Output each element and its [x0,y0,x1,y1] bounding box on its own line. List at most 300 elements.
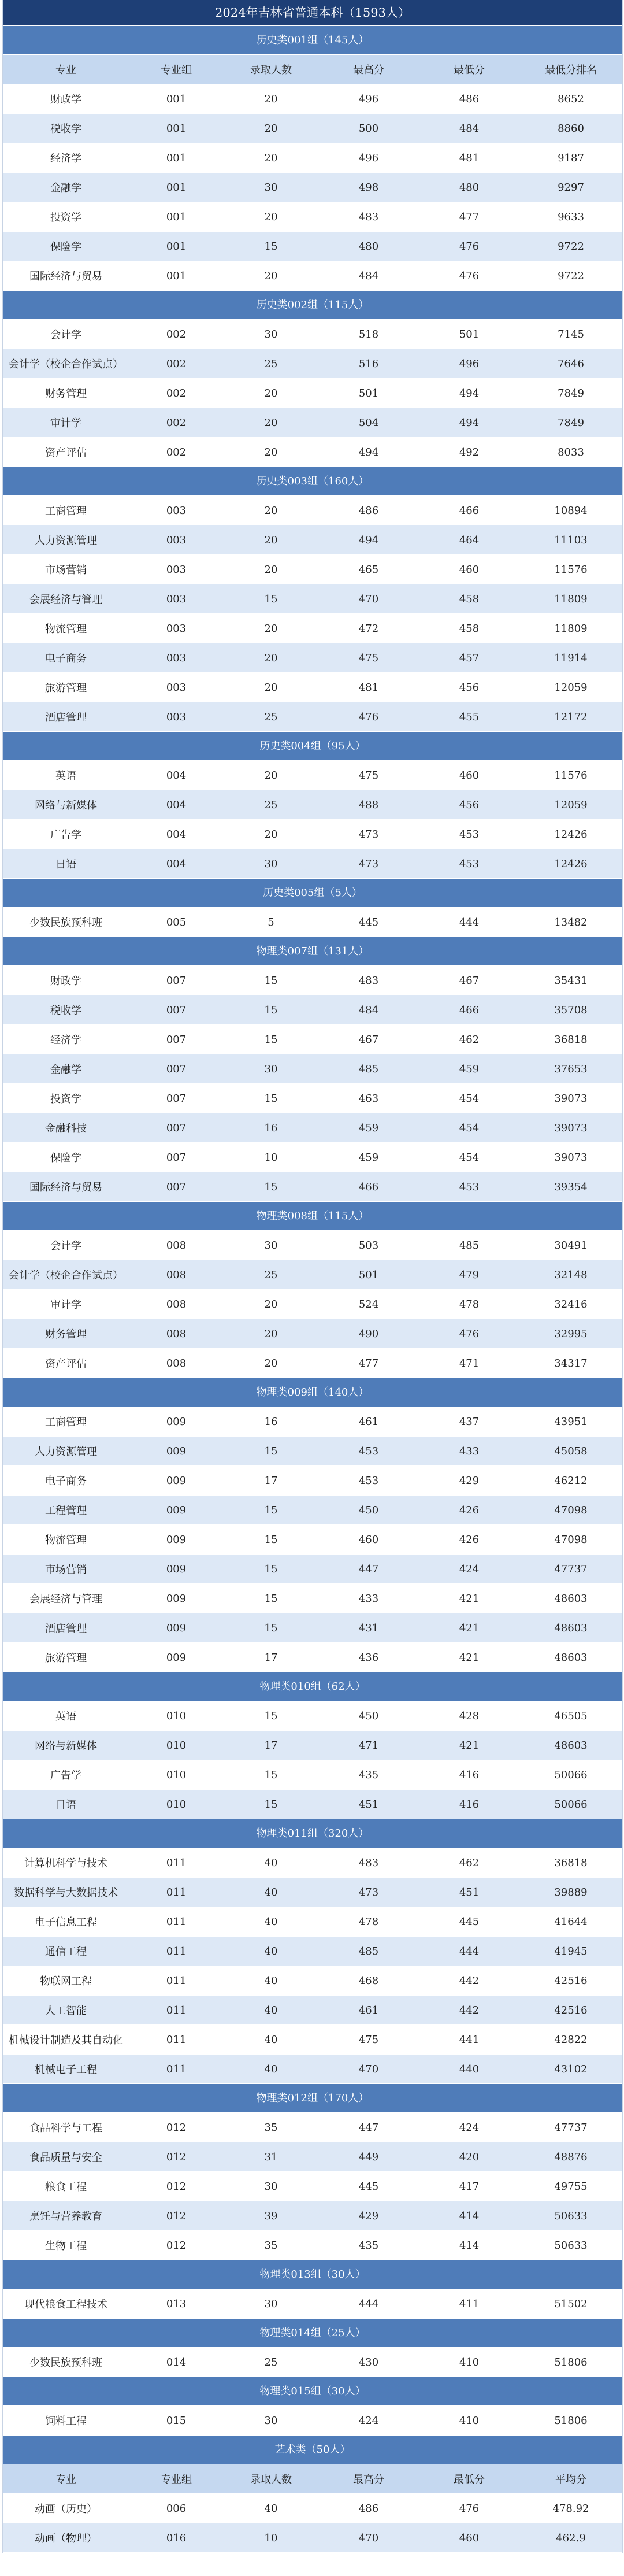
major-cell: 人力资源管理 [35,535,97,547]
group-code-cell: 004 [166,769,187,782]
admitted-count-cell: 30 [264,181,278,194]
min-score-cell: 421 [459,1622,480,1634]
rank-cell: 462.9 [556,2531,586,2544]
rank-cell: 11914 [554,652,588,664]
admitted-count-cell: 17 [264,1474,278,1487]
min-score-cell: 414 [459,2239,480,2252]
min-score-cell: 421 [459,1592,480,1605]
group-section [3,291,622,467]
rank-cell: 8860 [558,122,584,135]
group-code-cell: 001 [166,181,187,194]
rank-cell: 50066 [554,1768,588,1781]
admitted-count-cell: 30 [264,857,278,870]
major-cell: 人工智能 [45,2005,87,2017]
min-score-cell: 458 [459,622,480,635]
table-row [3,1084,622,1113]
group-code-cell: 008 [166,1327,187,1340]
major-cell: 审计学 [50,1299,81,1311]
rank-cell: 39073 [554,1151,588,1164]
rank-cell: 48603 [554,1739,588,1752]
admitted-count-cell: 35 [264,2239,278,2252]
max-score-cell: 424 [358,2414,379,2427]
group-code-cell: 009 [166,1504,187,1516]
group-code-cell: 007 [166,1063,187,1075]
admitted-count-cell: 30 [264,2180,278,2193]
rank-cell: 12172 [554,710,588,723]
group-code-cell: 011 [166,2004,187,2016]
major-cell: 会计学 [50,1240,81,1252]
admitted-count-cell: 16 [264,1122,278,1134]
major-cell: 金融学 [50,1064,81,1076]
table-row [3,1878,622,1907]
max-score-cell: 435 [358,2239,379,2252]
rank-cell: 9722 [558,240,584,253]
group-section [3,1202,622,1378]
group-code-cell: 012 [166,2239,187,2252]
major-cell: 电子商务 [45,1475,87,1487]
admitted-count-cell: 40 [264,2033,278,2046]
group-code-cell: 009 [166,1622,187,1634]
group-code-cell: 003 [166,504,187,517]
group-code-cell: 012 [166,2121,187,2134]
major-cell: 通信工程 [45,1946,87,1958]
max-score-cell: 483 [358,1856,379,1869]
column-header-max-score: 最高分 [353,64,384,76]
major-cell: 少数民族预科班 [29,2357,102,2369]
major-cell: 人力资源管理 [35,1446,97,1458]
table-row [3,232,622,261]
major-cell: 数据科学与大数据技术 [14,1887,118,1899]
max-score-cell: 478 [358,1915,379,1928]
rank-cell: 35708 [554,1004,588,1016]
min-score-cell: 460 [459,2531,480,2544]
rank-cell: 7849 [558,416,584,429]
rank-cell: 12426 [554,857,588,870]
group-code-cell: 011 [166,1974,187,1987]
min-score-cell: 478 [459,1298,480,1311]
major-cell: 审计学 [50,417,81,430]
admitted-count-cell: 30 [264,328,278,340]
rank-cell: 39073 [554,1092,588,1105]
group-title: 物理类009组（140人） [3,1378,622,1407]
table-row [3,202,622,232]
table-row [3,761,622,790]
min-score-cell: 417 [459,2180,480,2193]
major-cell: 会计学 [50,329,81,341]
group-section [3,2084,622,2260]
major-cell: 电子信息工程 [35,1916,97,1929]
rank-cell: 37653 [554,1063,588,1075]
table-row [3,349,622,379]
major-cell: 工商管理 [45,1416,87,1428]
table-row [3,1613,622,1643]
group-code-cell: 007 [166,1033,187,1046]
min-score-cell: 442 [459,2004,480,2016]
table-row [3,173,622,202]
max-score-cell: 483 [358,974,379,987]
max-score-cell: 500 [358,122,379,135]
max-score-cell: 453 [358,1445,379,1457]
rank-cell: 43951 [554,1415,588,1428]
rank-cell: 36818 [554,1033,588,1046]
admitted-count-cell: 20 [264,151,278,164]
major-cell: 食品科学与工程 [29,2122,102,2134]
major-cell: 物流管理 [45,1534,87,1546]
table-row [3,1113,622,1143]
admitted-count-cell: 20 [264,269,278,282]
group-code-cell: 003 [166,593,187,605]
major-cell: 会计学（校企合作试点） [9,1270,123,1282]
admitted-count-cell: 35 [264,2121,278,2134]
admitted-count-cell: 20 [264,92,278,105]
admitted-count-cell: 20 [264,1298,278,1311]
max-score-cell: 480 [358,240,379,253]
admitted-count-cell: 20 [264,1357,278,1370]
major-cell: 日语 [55,1799,76,1811]
group-title: 物理类008组（115人） [3,1202,622,1231]
table-row [3,2523,622,2553]
rank-cell: 35431 [554,974,588,987]
admitted-count-cell: 15 [264,1798,278,1811]
group-code-cell: 008 [166,1268,187,1281]
max-score-cell: 501 [358,1268,379,1281]
admitted-count-cell: 20 [264,210,278,223]
rank-cell: 12059 [554,798,588,811]
column-header-major: 专业 [55,64,76,76]
group-code-cell: 009 [166,1533,187,1546]
group-code-cell: 009 [166,1415,187,1428]
max-score-cell: 435 [358,1768,379,1781]
group-title: 物理类013组（30人） [3,2260,622,2289]
rank-cell: 42516 [554,1974,588,1987]
group-code-cell: 001 [166,240,187,253]
table-row [3,2231,622,2260]
table-row [3,1172,622,1202]
table-row [3,2494,622,2523]
table-row [3,320,622,349]
table-row [3,143,622,173]
major-cell: 日语 [55,858,76,871]
group-title: 物理类014组（25人） [3,2319,622,2348]
admitted-count-cell: 15 [264,1563,278,1575]
min-score-cell: 454 [459,1151,480,1164]
major-cell: 计算机科学与技术 [24,1857,107,1870]
max-score-cell: 470 [358,2063,379,2075]
rank-cell: 13482 [554,916,588,928]
min-score-cell: 426 [459,1533,480,1546]
max-score-cell: 494 [358,534,379,546]
max-score-cell: 463 [358,1092,379,1105]
admitted-count-cell: 25 [264,1268,278,1281]
rank-cell: 43102 [554,2063,588,2075]
min-score-cell: 411 [459,2297,480,2310]
group-code-cell: 003 [166,710,187,723]
group-code-cell: 001 [166,92,187,105]
rank-cell: 11576 [554,769,588,782]
group-title: 物理类011组（320人） [3,1819,622,1848]
admitted-count-cell: 15 [264,593,278,605]
column-header-rank: 平均分 [555,2474,586,2486]
group-code-cell: 002 [166,416,187,429]
group-code-cell: 012 [166,2151,187,2163]
max-score-cell: 445 [358,916,379,928]
admitted-count-cell: 20 [264,622,278,635]
table-row [3,2025,622,2055]
admitted-count-cell: 25 [264,710,278,723]
group-title: 历史类005组（5人） [3,879,622,908]
column-header-admitted-count: 录取人数 [250,2474,292,2486]
max-score-cell: 429 [358,2209,379,2222]
group-code-cell: 002 [166,328,187,340]
min-score-cell: 456 [459,798,480,811]
admitted-count-cell: 15 [264,1004,278,1016]
max-score-cell: 431 [358,1622,379,1634]
table-row [3,790,622,820]
min-score-cell: 486 [459,92,480,105]
rank-cell: 32148 [554,1268,588,1281]
major-cell: 动画（物理） [35,2533,97,2545]
admitted-count-cell: 39 [264,2209,278,2222]
table-row [3,438,622,467]
min-score-cell: 454 [459,1092,480,1105]
min-score-cell: 444 [459,916,480,928]
group-code-cell: 001 [166,151,187,164]
min-score-cell: 420 [459,2151,480,2163]
admitted-count-cell: 17 [264,1651,278,1664]
group-title: 物理类010组（62人） [3,1672,622,1701]
table-row [3,114,622,143]
major-cell: 广告学 [50,829,81,841]
table-row [3,261,622,291]
table-row [3,1584,622,1613]
max-score-cell: 451 [358,1798,379,1811]
table-row [3,1790,622,1819]
table-row [3,84,622,114]
major-cell: 工程管理 [45,1505,87,1517]
max-score-cell: 476 [358,710,379,723]
rank-cell: 51806 [554,2414,588,2427]
table-row [3,1996,622,2025]
group-code-cell: 007 [166,1004,187,1016]
admitted-count-cell: 40 [264,1856,278,1869]
rank-cell: 34317 [554,1357,588,1370]
group-code-cell: 007 [166,1122,187,1134]
max-score-cell: 450 [358,1504,379,1516]
group-code-cell: 015 [166,2414,187,2427]
rank-cell: 7646 [558,357,584,370]
rank-cell: 47098 [554,1504,588,1516]
rank-cell: 32995 [554,1327,588,1340]
admitted-count-cell: 20 [264,828,278,841]
admitted-count-cell: 15 [264,1592,278,1605]
group-code-cell: 010 [166,1798,187,1811]
max-score-cell: 498 [358,181,379,194]
admitted-count-cell: 20 [264,769,278,782]
min-score-cell: 410 [459,2356,480,2368]
rank-cell: 50633 [554,2209,588,2222]
table-row [3,555,622,584]
group-title: 艺术类（50人） [3,2436,622,2464]
major-cell: 财务管理 [45,388,87,400]
major-cell: 投资学 [50,212,81,224]
max-score-cell: 503 [358,1239,379,1252]
group-code-cell: 002 [166,387,187,399]
admitted-count-cell: 10 [264,1151,278,1164]
admitted-count-cell: 17 [264,1739,278,1752]
max-score-cell: 430 [358,2356,379,2368]
major-cell: 税收学 [50,1005,81,1017]
min-score-cell: 467 [459,974,480,987]
admitted-count-cell: 30 [264,1239,278,1252]
group-code-cell: 011 [166,1945,187,1957]
group-title: 历史类002组（115人） [3,291,622,320]
group-title: 物理类007组（131人） [3,937,622,966]
table-row [3,525,622,555]
max-score-cell: 486 [358,2502,379,2515]
max-score-cell: 444 [358,2297,379,2310]
admitted-count-cell: 30 [264,2414,278,2427]
group-section [3,467,622,732]
rank-cell: 8652 [558,92,584,105]
rank-cell: 7145 [558,328,584,340]
min-score-cell: 460 [459,769,480,782]
min-score-cell: 480 [459,181,480,194]
major-cell: 旅游管理 [45,682,87,694]
admitted-count-cell: 20 [264,387,278,399]
group-code-cell: 008 [166,1239,187,1252]
group-title: 物理类012组（170人） [3,2084,622,2113]
rank-cell: 8033 [558,446,584,458]
max-score-cell: 453 [358,1474,379,1487]
min-score-cell: 462 [459,1033,480,1046]
max-score-cell: 524 [358,1298,379,1311]
table-row [3,2113,622,2142]
group-section [3,1672,622,1819]
max-score-cell: 504 [358,416,379,429]
major-cell: 经济学 [50,1034,81,1046]
rank-cell: 46505 [554,1709,588,1722]
min-score-cell: 416 [459,1768,480,1781]
column-header-max-score: 最高分 [353,2474,384,2486]
admitted-count-cell: 20 [264,504,278,517]
max-score-cell: 488 [358,798,379,811]
min-score-cell: 484 [459,122,480,135]
major-cell: 物联网工程 [40,1975,92,1987]
rank-cell: 48603 [554,1592,588,1605]
column-header-rank: 最低分排名 [545,64,597,76]
max-score-cell: 485 [358,1945,379,1957]
min-score-cell: 471 [459,1357,480,1370]
group-section [3,2436,622,2553]
admitted-count-cell: 15 [264,1533,278,1546]
major-cell: 保险学 [50,241,81,253]
max-score-cell: 461 [358,2004,379,2016]
max-score-cell: 447 [358,2121,379,2134]
max-score-cell: 461 [358,1415,379,1428]
major-cell: 粮食工程 [45,2181,87,2193]
table-row [3,1760,622,1790]
max-score-cell: 516 [358,357,379,370]
max-score-cell: 471 [358,1739,379,1752]
table-row [3,1907,622,1937]
max-score-cell: 433 [358,1592,379,1605]
major-cell: 财政学 [50,975,81,987]
max-score-cell: 472 [358,622,379,635]
admitted-count-cell: 16 [264,1415,278,1428]
table-row [3,496,622,525]
major-cell: 会计学（校企合作试点） [9,358,123,371]
rank-cell: 48876 [554,2151,588,2163]
group-code-cell: 010 [166,1739,187,1752]
rank-cell: 51502 [554,2297,588,2310]
table-row [3,1231,622,1260]
max-score-cell: 475 [358,652,379,664]
rank-cell: 50066 [554,1798,588,1811]
max-score-cell: 481 [358,681,379,694]
min-score-cell: 441 [459,2033,480,2046]
rank-cell: 9722 [558,269,584,282]
group-code-cell: 003 [166,534,187,546]
rank-cell: 42822 [554,2033,588,2046]
table-row [3,643,622,673]
admitted-count-cell: 31 [264,2151,278,2163]
group-section [3,937,622,1202]
table-row [3,1555,622,1584]
max-score-cell: 486 [358,504,379,517]
group-code-cell: 007 [166,1092,187,1105]
max-score-cell: 485 [358,1063,379,1075]
group-code-cell: 009 [166,1651,187,1664]
major-cell: 食品质量与安全 [29,2152,102,2164]
min-score-cell: 414 [459,2209,480,2222]
min-score-cell: 416 [459,1798,480,1811]
group-code-cell: 003 [166,652,187,664]
admitted-count-cell: 15 [264,1445,278,1457]
group-title: 物理类015组（30人） [3,2377,622,2406]
min-score-cell: 464 [459,534,480,546]
min-score-cell: 429 [459,1474,480,1487]
group-code-cell: 011 [166,2063,187,2075]
rank-cell: 11809 [554,593,588,605]
max-score-cell: 459 [358,1151,379,1164]
min-score-cell: 428 [459,1709,480,1722]
rank-cell: 9633 [558,210,584,223]
admitted-count-cell: 20 [264,534,278,546]
group-code-cell: 007 [166,1180,187,1193]
column-header-row [3,2464,622,2494]
major-cell: 市场营销 [45,1564,87,1576]
group-section [3,2377,622,2436]
group-section [3,1819,622,2084]
min-score-cell: 476 [459,1327,480,1340]
group-code-cell: 003 [166,563,187,576]
table-row [3,1496,622,1525]
rank-cell: 51806 [554,2356,588,2368]
table-row [3,1643,622,1672]
max-score-cell: 501 [358,387,379,399]
major-cell: 酒店管理 [45,712,87,724]
admitted-count-cell: 15 [264,1180,278,1193]
rank-cell: 48603 [554,1622,588,1634]
column-header-group-code: 专业组 [161,2474,192,2486]
group-code-cell: 004 [166,828,187,841]
major-cell: 税收学 [50,123,81,135]
min-score-cell: 476 [459,2502,480,2515]
min-score-cell: 476 [459,240,480,253]
admitted-count-cell: 20 [264,563,278,576]
admitted-count-cell: 25 [264,798,278,811]
group-code-cell: 004 [166,857,187,870]
